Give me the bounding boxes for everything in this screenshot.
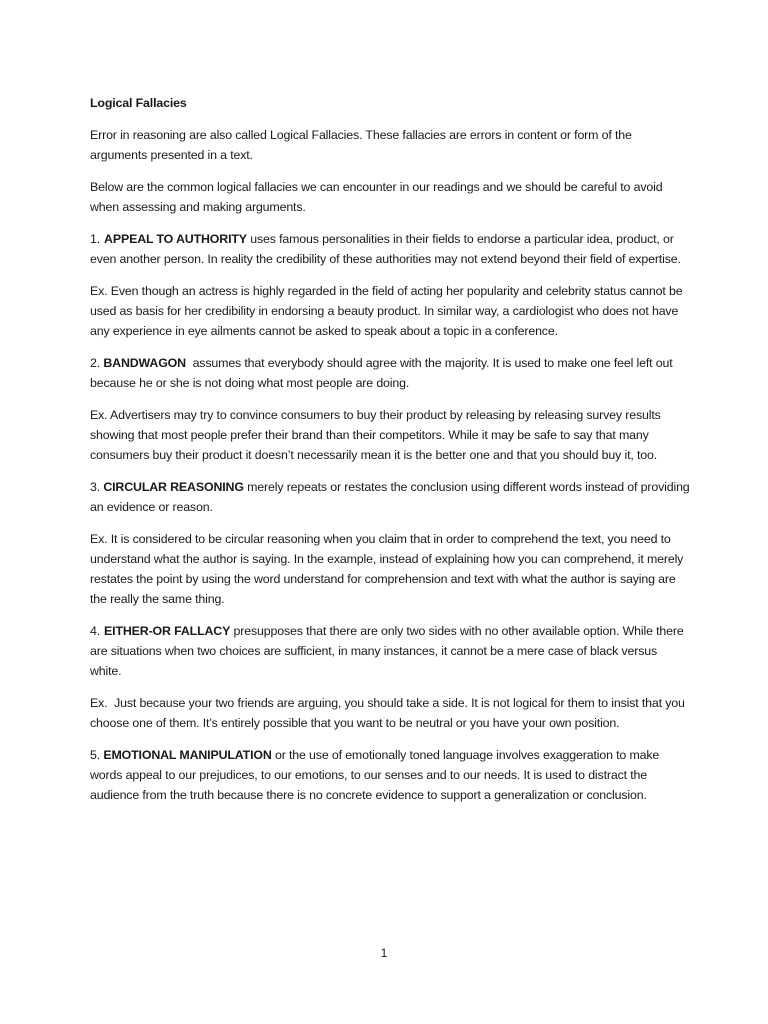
fallacy-term: EITHER-OR FALLACY [104,624,231,638]
fallacy-definition-text: uses famous personalities in their fields to endorse a particular idea, product, or even another person. In reality the credibility of these authorities may not extend beyond their field of expertise. [90,232,681,266]
fallacy-number: 4. [90,624,101,638]
fallacy-example: Ex. Advertisers may try to convince consumers to buy their product by releasing by releasing survey results showing that most people prefer their brand than their competitors. While it may be safe to say that many consumers buy their product it doesn’t necessarily mean it is the better one and that you should buy it, too. [90,408,661,462]
fallacy-term: APPEAL TO AUTHORITY [104,232,247,246]
fallacy-number: 5. [90,748,101,762]
fallacy-number: 3. [90,480,101,494]
fallacy-definition [90,353,690,393]
fallacy-example: Ex. It is considered to be circular reasoning when you claim that in order to comprehend the text, you need to understand what the author is saying. In the example, instead of explaining how you can comprehend, it merely restates the point by using the word understand for comprehension and text with what the author is saying are the really the same thing. [90,532,684,606]
page-number: 1 [380,946,388,960]
fallacy-definition-text: assumes that everybody should agree with the majority. It is used to make one feel left out because he or she is not doing what most people are doing. [90,356,676,390]
fallacy-definition-text: or the use of emotionally toned language involves exaggeration to make words appeal to our prejudices, to our emotions, to our senses and to our needs. It is used to distract the audience from the truth because there is no concrete evidence to support a generalization or conclusion. [90,748,660,802]
fallacy-definition-text: presupposes that there are only two sides with no other available option. While there are situations when two choices are sufficient, in many instances, it cannot be a mere case of black versus white. [90,624,684,678]
document-title: Logical Fallacies [90,96,187,110]
intro-paragraph: Below are the common logical fallacies we can encounter in our readings and we should be careful to avoid when assessing and making arguments. [90,180,663,214]
fallacy-number: 2. [90,356,101,370]
fallacy-example: Ex. Just because your two friends are arguing, you should take a side. It is not logical for them to insist that you choose one of them. It’s entirely possible that you want to be neutral or you have your own position. [90,696,689,730]
fallacy-definition [90,229,690,269]
document-body [90,93,690,817]
fallacy-definition [90,621,690,681]
fallacy-definition [90,477,690,517]
fallacy-term: BANDWAGON [103,356,186,370]
fallacy-term: CIRCULAR REASONING [103,480,244,494]
intro-paragraph: Error in reasoning are also called Logical Fallacies. These fallacies are errors in content or form of the arguments presented in a text. [90,128,632,162]
fallacy-definition [90,745,690,805]
fallacy-term: EMOTIONAL MANIPULATION [103,748,272,762]
fallacy-number: 1. [90,232,101,246]
fallacy-example: Ex. Even though an actress is highly regarded in the field of acting her popularity and celebrity status cannot be used as basis for her credibility in endorsing a beauty product. In similar way, a cardiologist who does not have any experience in eye ailments cannot be asked to speak about a topic in a conference. [90,284,683,338]
fallacy-definition-text: merely repeats or restates the conclusion using different words instead of providing an evidence or reason. [90,480,690,514]
